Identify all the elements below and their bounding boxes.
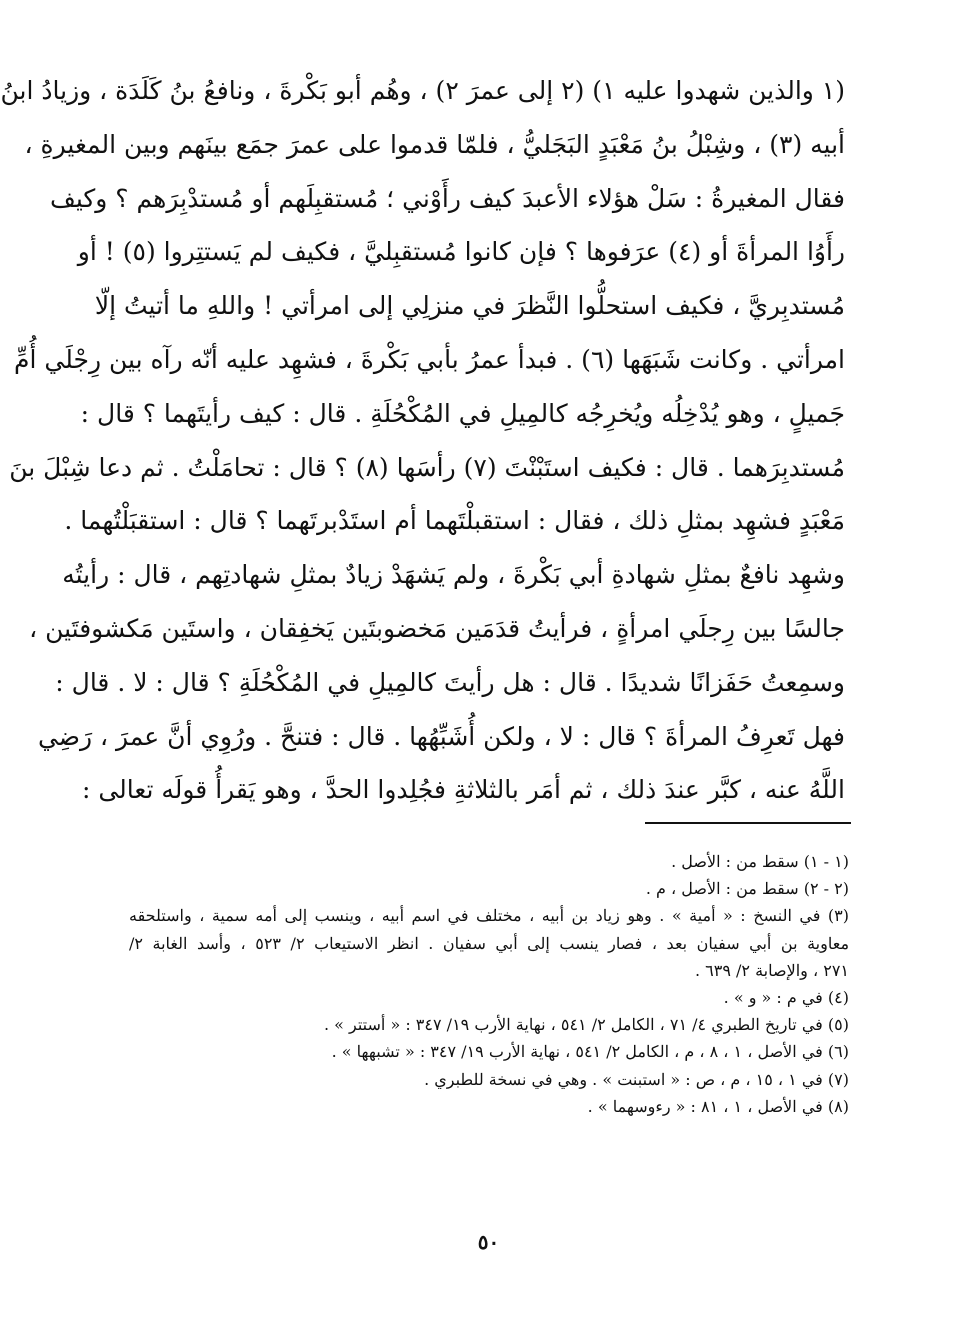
footnote-separator bbox=[645, 822, 851, 824]
footnote-line: (٦) في الأصل ، ١ ، ٨ ، م ، الكامل ٢/ ٥٤١ ، نهاية الأرب ١٩/ ٣٤٧ : « تشبهها » . bbox=[331, 1042, 849, 1062]
footnote-line: معاوية بن أبي سفيان بعد ، فصار ينسب إلى أبي سفيان . انظر الاستيعاب ٢/ ٥٢٣ ، وأسد الغابة ٢/ bbox=[129, 933, 850, 953]
text-line: اللَّهُ عنه ، كبَّر عندَ ذلك ، ثم أمَر بالثلاثةِ فجُلِدوا الحدَّ ، وهو يَقرأُ قولَه تعالى : bbox=[81, 775, 845, 805]
text-line: (١ والذين شهدوا عليه ١) (٢ إلى عمرَ ٢) ، وهُم أبو بَكْرةَ ، ونافعُ بنُ كَلَدَة ، وزيادُ ابنُ bbox=[0, 76, 845, 105]
text-line: فهل تَعرِفُ المرأةَ ؟ قال : لا ، ولكن أُشَبِّهُها . قال : فتنحَّ . ورُوِي أنَّ عمرَ ، رَضِي bbox=[37, 721, 845, 751]
text-line: جالسًا بين رِجلَي امرأةٍ ، فرأيتُ قدَمَين مَخضوبتَين يَخفِقان ، واستَين مَكشوفتَين ، bbox=[29, 613, 845, 643]
text-line: فقال المغيرةُ : سَلْ هؤلاء الأعبدَ كيف رأَوْني ؛ مُستقبِلَهم أو مُستدْبِرَهم ؟ وكيف bbox=[49, 183, 845, 213]
footnote-line: (٢ - ٢) سقط من : الأصل ، م . bbox=[645, 879, 849, 899]
footnote-line: (٧) في ١ ، ١٥ ، م ، ص : « استبنت » . وهي في نسخة للطبري . bbox=[424, 1069, 849, 1089]
page-number: ٥٠ bbox=[477, 1230, 500, 1254]
main-text bbox=[0, 64, 845, 817]
text-line: مَعْبَدٍ فشهِد بمثلِ ذلك ، فقال : استقبلْتَهما أم استَدْبرتَهما ؟ قال : استقبَلْتُهما . bbox=[64, 506, 845, 536]
text-line: مُستدبِرَهما . قال : فكيف استَبْنْتَ (٧) رأسَها (٨) ؟ قال : تحامَلْتُ . ثم دعا شِبْلَ بنَ bbox=[9, 452, 845, 482]
text-line: وسمِعتُ حَفَزانًا شديدًا . قال : هل رأيتَ كالمِيلِ في المُكْحُلَةِ ؟ قال : لا . قال : bbox=[55, 667, 845, 697]
text-line: رأَوُا المرأةَ أو (٤) عرَفوها ؟ فإن كانوا مُستقبِليَّ ، فكيف لم يَستتِروا (٥) ! أو bbox=[77, 237, 845, 267]
footnote-line: (١ - ١) سقط من : الأصل . bbox=[671, 852, 849, 871]
text-line: وشهِد نافعٌ بمثلِ شهادةِ أبي بَكْرةَ ، ولم يَشهَدْ زيادٌ بمثلِ شهادتِهم ، قال : رأيتُه bbox=[62, 560, 845, 590]
footnote-line: (٣) في النسخ : « أمية » . وهو زياد بن أبيه ، مختلف في اسم أبيه ، وينسب إلى أمه سمية ، واستلحقه bbox=[129, 906, 849, 926]
footnote-line: (٨) في الأصل ، ١ ، ٨١ : « رءوسهما » . bbox=[587, 1096, 849, 1116]
text-line: امرأتي . وكانت شَبَهَها (٦) . فبدأ عمرُ بأبي بَكْرةَ ، فشهِد عليه أنّه رآه بين رِجْلَي أُمِّ bbox=[14, 344, 845, 374]
text-line: جَميلٍ ، وهو يُدْخِلُه ويُخرِجُه كالمِيلِ في المُكْحُلَةِ . قال : كيف رأيتَهما ؟ قال : bbox=[80, 398, 845, 428]
text-line: مُستدبِريَّ ، فكيف استحلُّوا النَّظرَ في منزلِي إلى امرأتي ! واللهِ ما أتيتُ إلّا bbox=[94, 291, 845, 321]
footnotes bbox=[129, 848, 849, 1120]
text-line: أبيه (٣) ، وشِبْلُ بنُ مَعْبَدٍ البَجَليُّ ، فلمّا قدموا على عمرَ جمَع بينَهم وبين المغيرةِ ، bbox=[24, 129, 845, 159]
footnote-line: (٤) في م : « و » . bbox=[723, 987, 849, 1007]
footnote-line: ٢٧١ ، والإصابة ٢/ ٦٣٩ . bbox=[694, 960, 849, 980]
footnote-line: (٥) في تاريخ الطبري ٤/ ٧١ ، الكامل ٢/ ٥٤١ ، نهاية الأرب ١٩/ ٣٤٧ : « أستتر » . bbox=[323, 1015, 849, 1035]
